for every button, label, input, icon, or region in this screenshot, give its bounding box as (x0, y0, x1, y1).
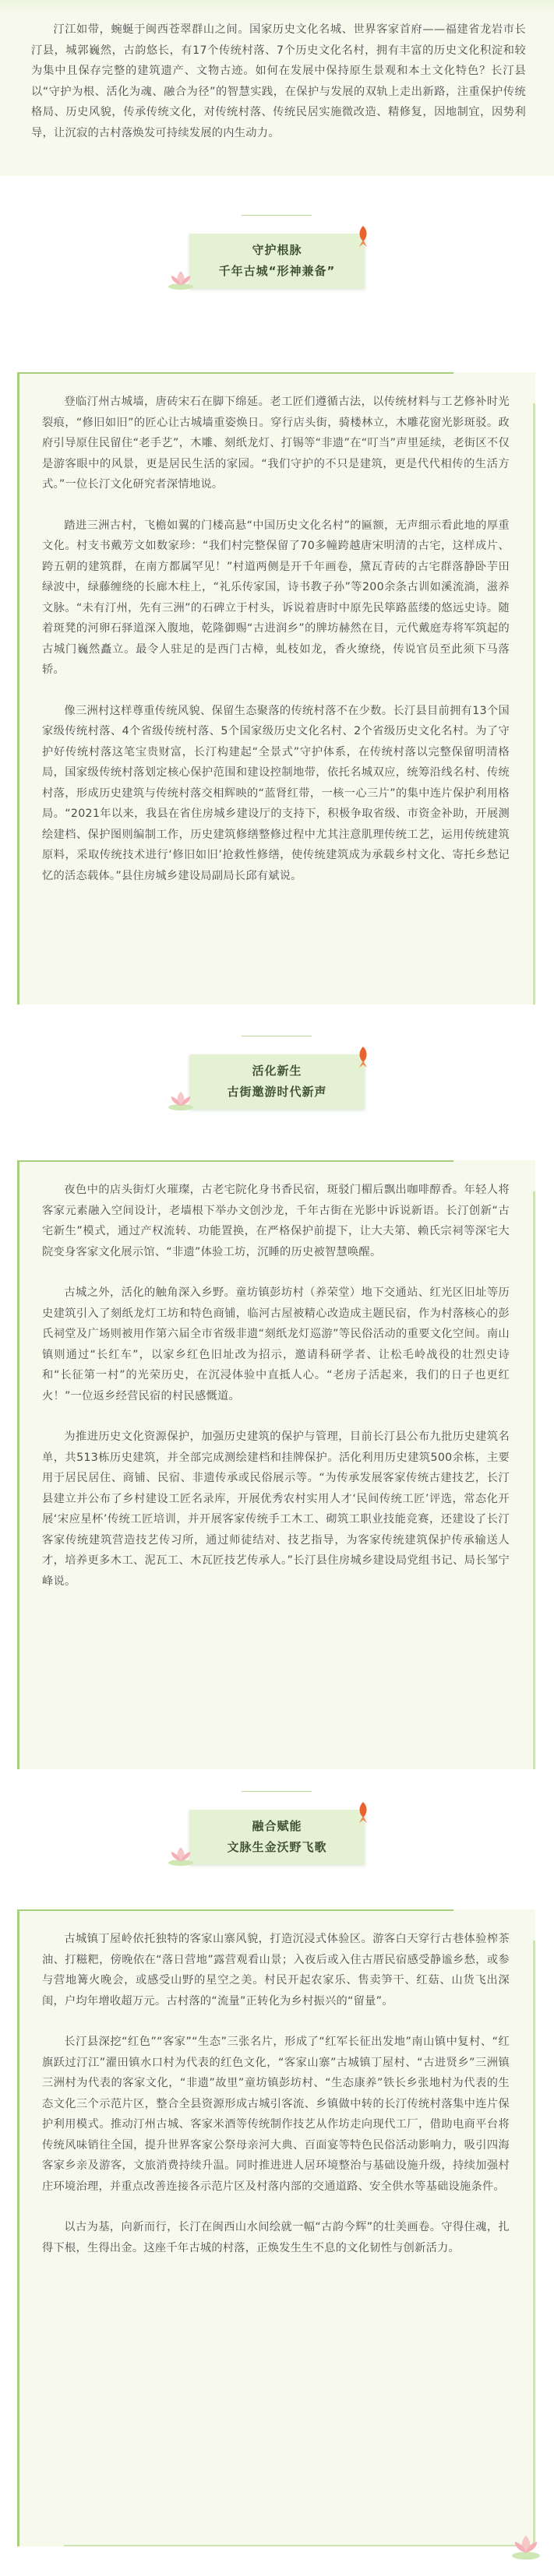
divider-line (242, 1791, 312, 1792)
section-paragraphs (42, 1929, 510, 2279)
section-content-2 (17, 1160, 535, 1769)
paragraph: 夜色中的店头街灯火璀璨，古老宅院化身书香民宿，斑驳门楣后飘出咖啡醇香。年轻人将客家元素融入空间设计，老墙根下举办文创沙龙，千年古街在光影中诉说新语。长汀创新“古宅新生”模式，通过产权流转、功能置换，在严格保护前提下，让大夫第、赖氏宗祠等深宅大院变身客家文化展示馆、“非遗”体验工坊，沉睡的历史被智慧唤醒。 (42, 1184, 510, 1258)
paragraph: 登临汀州古城墙，唐砖宋石在脚下绵延。老工匠们遵循古法，以传统材料与工艺修补时光裂痕，“修旧如旧”的匠心让古城墙重姿焕日。穿行店头街，骑楼林立，木雕花窗光影斑驳。政府引导原住民留住“老手艺”，木雕、刻纸龙灯、打锡等“非遗”在“叮当”声里延续，老街区不仅是游客眼中的风景，更是居民生活的家园。“我们守护的不只是建筑，更是代代相传的生活方式。”一位长汀文化研究者深情地说。 (42, 396, 510, 491)
frame-edge (17, 1160, 19, 1769)
paragraph: 像三洲村这样尊重传统风貌、保留生态聚落的传统村落不在少数。长汀县目前拥有13个国家级传统村落、4个省级传统村落、5个国家级历史文化名村、2个省级历史文化名村。为了守护好传统村落这笔宝贵财富，长汀构建起“全景式”守护体系，在传统村落以完整保留明清格局，国家级传统村落划定核心保护范围和建设控制地带，依托名城双应，统筹沿线名村、传统村落，形成历史建筑与传统村落交相辉映的“蓝肾红带，一核一心三片”的集中连片保护利用格局。“2021年以来，我县在省住房城乡建设厅的支持下，积极争取省级、市资金补助，开展测绘建档、保护图则编制工作，历史建筑修缮整修过程中尤其注意肌理传统工艺，运用传统建筑原料，采取传统技术进行‘修旧如旧’抢救性修缮，使传统建筑成为承载乡村文化、寄托乡愁记忆的活态载体。”县住房城乡建设局副局长邱有斌说。 (42, 704, 510, 882)
section-heading-2 (0, 1036, 554, 1121)
koi-fish-icon (355, 224, 372, 248)
paragraph: 为推进历史文化资源保护，加强历史建筑的保护与管理，目前长汀县公布九批历史建筑名单，共513栋历史建筑，并全部完成测绘建档和挂牌保护。活化利用历史建筑500余栋，主要用于居民居住、商铺、民宿、非遗传承或民俗展示等。“为传承发展客家传统古建技艺，长汀县建立并公布了乡村建设工匠名录库，开展优秀农村实用人才‘民间传统工匠’评选，常态化开展‘宋应星杯’传统工匠培训，并开展客家传统手工木工、砌筑工职业技能竞赛，还建设了长汀客家传统建筑营造技艺传习所，通过师徒结对、技艺指导，为客家传统建筑保护传承输送人才，培养更多木工、泥瓦工、木瓦匠技艺传承人。”长汀县住房城乡建设局党组书记、局长邹宁峰说。 (42, 1431, 510, 1588)
intro-paragraph: 汀江如带，蜿蜒于闽西苍翠群山之间。国家历史文化名城、世界客家首府——福建省龙岩市长汀县，城郭巍然，古韵悠长，有17个传统村落、7个历史文化名村，拥有丰富的历史文化积淀和较为集中且保存完整的建筑遗产、文物古迹。如何在发展中保持原生景观和本土文化特色？长汀县以“守护为根、活化为魂、融合为径”的智慧实践，在保护与发展的双轨上走出新路，注重保护传统格局、历史风貌，传承传统文化，对传统村落、传统民居实施微改造、精修复，因地制宜，因势利导，让沉寂的古村落焕发可持续发展的内生动力。 (31, 23, 526, 139)
lotus-icon (167, 1844, 195, 1866)
section-heading-3 (0, 1791, 554, 1877)
frame-edge (17, 1909, 453, 1911)
paragraph: 以古为基，向新而行，长汀在闽西山水间绘就一幅“古韵今辉”的壮美画卷。守得住魂，扎得下根，生得出金。这座千年古城的村落，正焕发生生不息的文化韧性与创新活力。 (42, 2221, 510, 2254)
section-content-3 (17, 1909, 535, 2546)
paragraph: 踏进三洲古村，飞檐如翼的门楼高悬“中国历史文化名村”的匾额，无声细示看此地的厚重文化。村支书戴芳文如数家珍：“我们村完整保留了70多幢跨越唐宋明清的古宅，这样成片、跨五朝的建筑群，在南方都属罕见！”村道两侧是开千年画卷，黛瓦青砖的古宅群落静卧芋田绿波中，绿藤缠绕的长廊木柱上，“礼乐传家国，诗书教子孙”等200余条古训如溪流淌，滋养文脉。“未有汀州，先有三洲”的石碑立于村头，诉说着唐时中原先民筚路蓝缕的悠远史诗。随着斑凳的河卵石驿道深入腹地，乾隆御赐“古进润乡”的牌坊赫然在目，元代戴庭寿将军筑起的古城门巍然矗立。最令人驻足的是西门古樟，虬枝如龙，香火缭绕，传说官员至此须下马落轿。 (42, 519, 510, 676)
section-paragraphs (42, 1180, 510, 1612)
intro-decoration (0, 0, 554, 11)
heading-subtitle: 古街邀游时代新声 (227, 1085, 327, 1099)
lotus-icon (167, 268, 195, 290)
frame-edge (17, 372, 19, 1005)
heading-title: 活化新生 (252, 1064, 302, 1078)
frame-edge (533, 403, 535, 1005)
frame-edge (64, 2545, 535, 2546)
divider-line (242, 215, 312, 216)
heading-title: 融合赋能 (252, 1819, 302, 1833)
paragraph: 长汀县深挖“红色”“客家”“生态”三张名片，形成了“红军长征出发地”南山镇中复村、“红旗跃过汀江”濯田镇水口村为代表的红色文化，“客家山寨”古城镇丁屋村、“古进贤乡”三洲镇三洲村为代表的客家文化，“非遗”故里”童坊镇彭坊村、“生态康养”铁长乡张地村为代表的生态文化三个示范片区，整合全县资源形成古城引客流、乡镇做中转的长汀传统村落集中连片保护利用模式。推动汀州古城、客家米酒等传统制作技艺从作坊走向现代工厂，借助电商平台将传统风味销往全国，提升世界客家公祭母亲河大典、百面宴等特色民俗活动影响力，吸引四海客家乡亲及游客，文旅消费持续升温。同时推进进人居环境整治与基础设施升级，持续加强村庄环境治理，并重点改善连接各示范片区及村落内部的交通道路、安全供水等基础设施条件。 (42, 2036, 510, 2193)
paragraph: 古城之外，活化的触角深入乡野。童坊镇彭坊村（养荣堂）地下交通站、红光区旧址等历史建筑引入了刻纸龙灯工坊和特色商铺，临河古屋被精心改造成主题民宿，作为村落核心的彭氏祠堂及广场则被用作第六届全市省级非遗“刻纸龙灯巡游”等民俗活动的重要文化空间。南山镇则通过“长红车”，以家乡红色旧址改为招示，邀请科研学者、让松毛岭战役的壮烈史诗和“长征第一村”的光荣历史，在沉浸体验中直抵人心。“老房子活起来，我们的日子也更红火！”一位返乡经营民宿的村民感慨道。 (42, 1286, 510, 1402)
frame-edge (533, 1191, 535, 1769)
koi-fish-icon (355, 1045, 372, 1068)
heading-card (189, 1810, 365, 1864)
koi-fish-icon (355, 1800, 372, 1824)
heading-subtitle: 文脉生金沃野飞歌 (227, 1840, 327, 1854)
section-paragraphs (42, 392, 510, 906)
frame-edge (533, 1941, 535, 2546)
frame-edge (17, 372, 453, 374)
lotus-icon (510, 2529, 542, 2560)
intro-block (0, 0, 554, 176)
frame-edge (17, 1909, 19, 2546)
frame-edge (17, 1160, 453, 1162)
lotus-icon (167, 1089, 195, 1110)
heading-title: 守护根脉 (252, 243, 302, 257)
paragraph: 古城镇丁屋岭依托独特的客家山寨风貌，打造沉浸式体验区。游客白天穿行古巷体验榨茶油、打糍粑，傍晚依在“落日营地”露营观看山景；入夜后或入住古厝民宿感受静谧乡愁，或参与营地篝火晚会，或感受山野的星空之美。村民开起农家乐、售卖笋干、红菇、山货飞出深闺，户均年增收超万元。古村落的“流量”正转化为乡村振兴的“留量”。 (42, 1933, 510, 2008)
section-heading-1 (0, 215, 554, 301)
heading-card (189, 234, 365, 288)
heading-subtitle: 千年古城“形神兼备” (218, 264, 336, 278)
heading-card (189, 1054, 365, 1109)
section-content-1 (17, 372, 535, 1005)
